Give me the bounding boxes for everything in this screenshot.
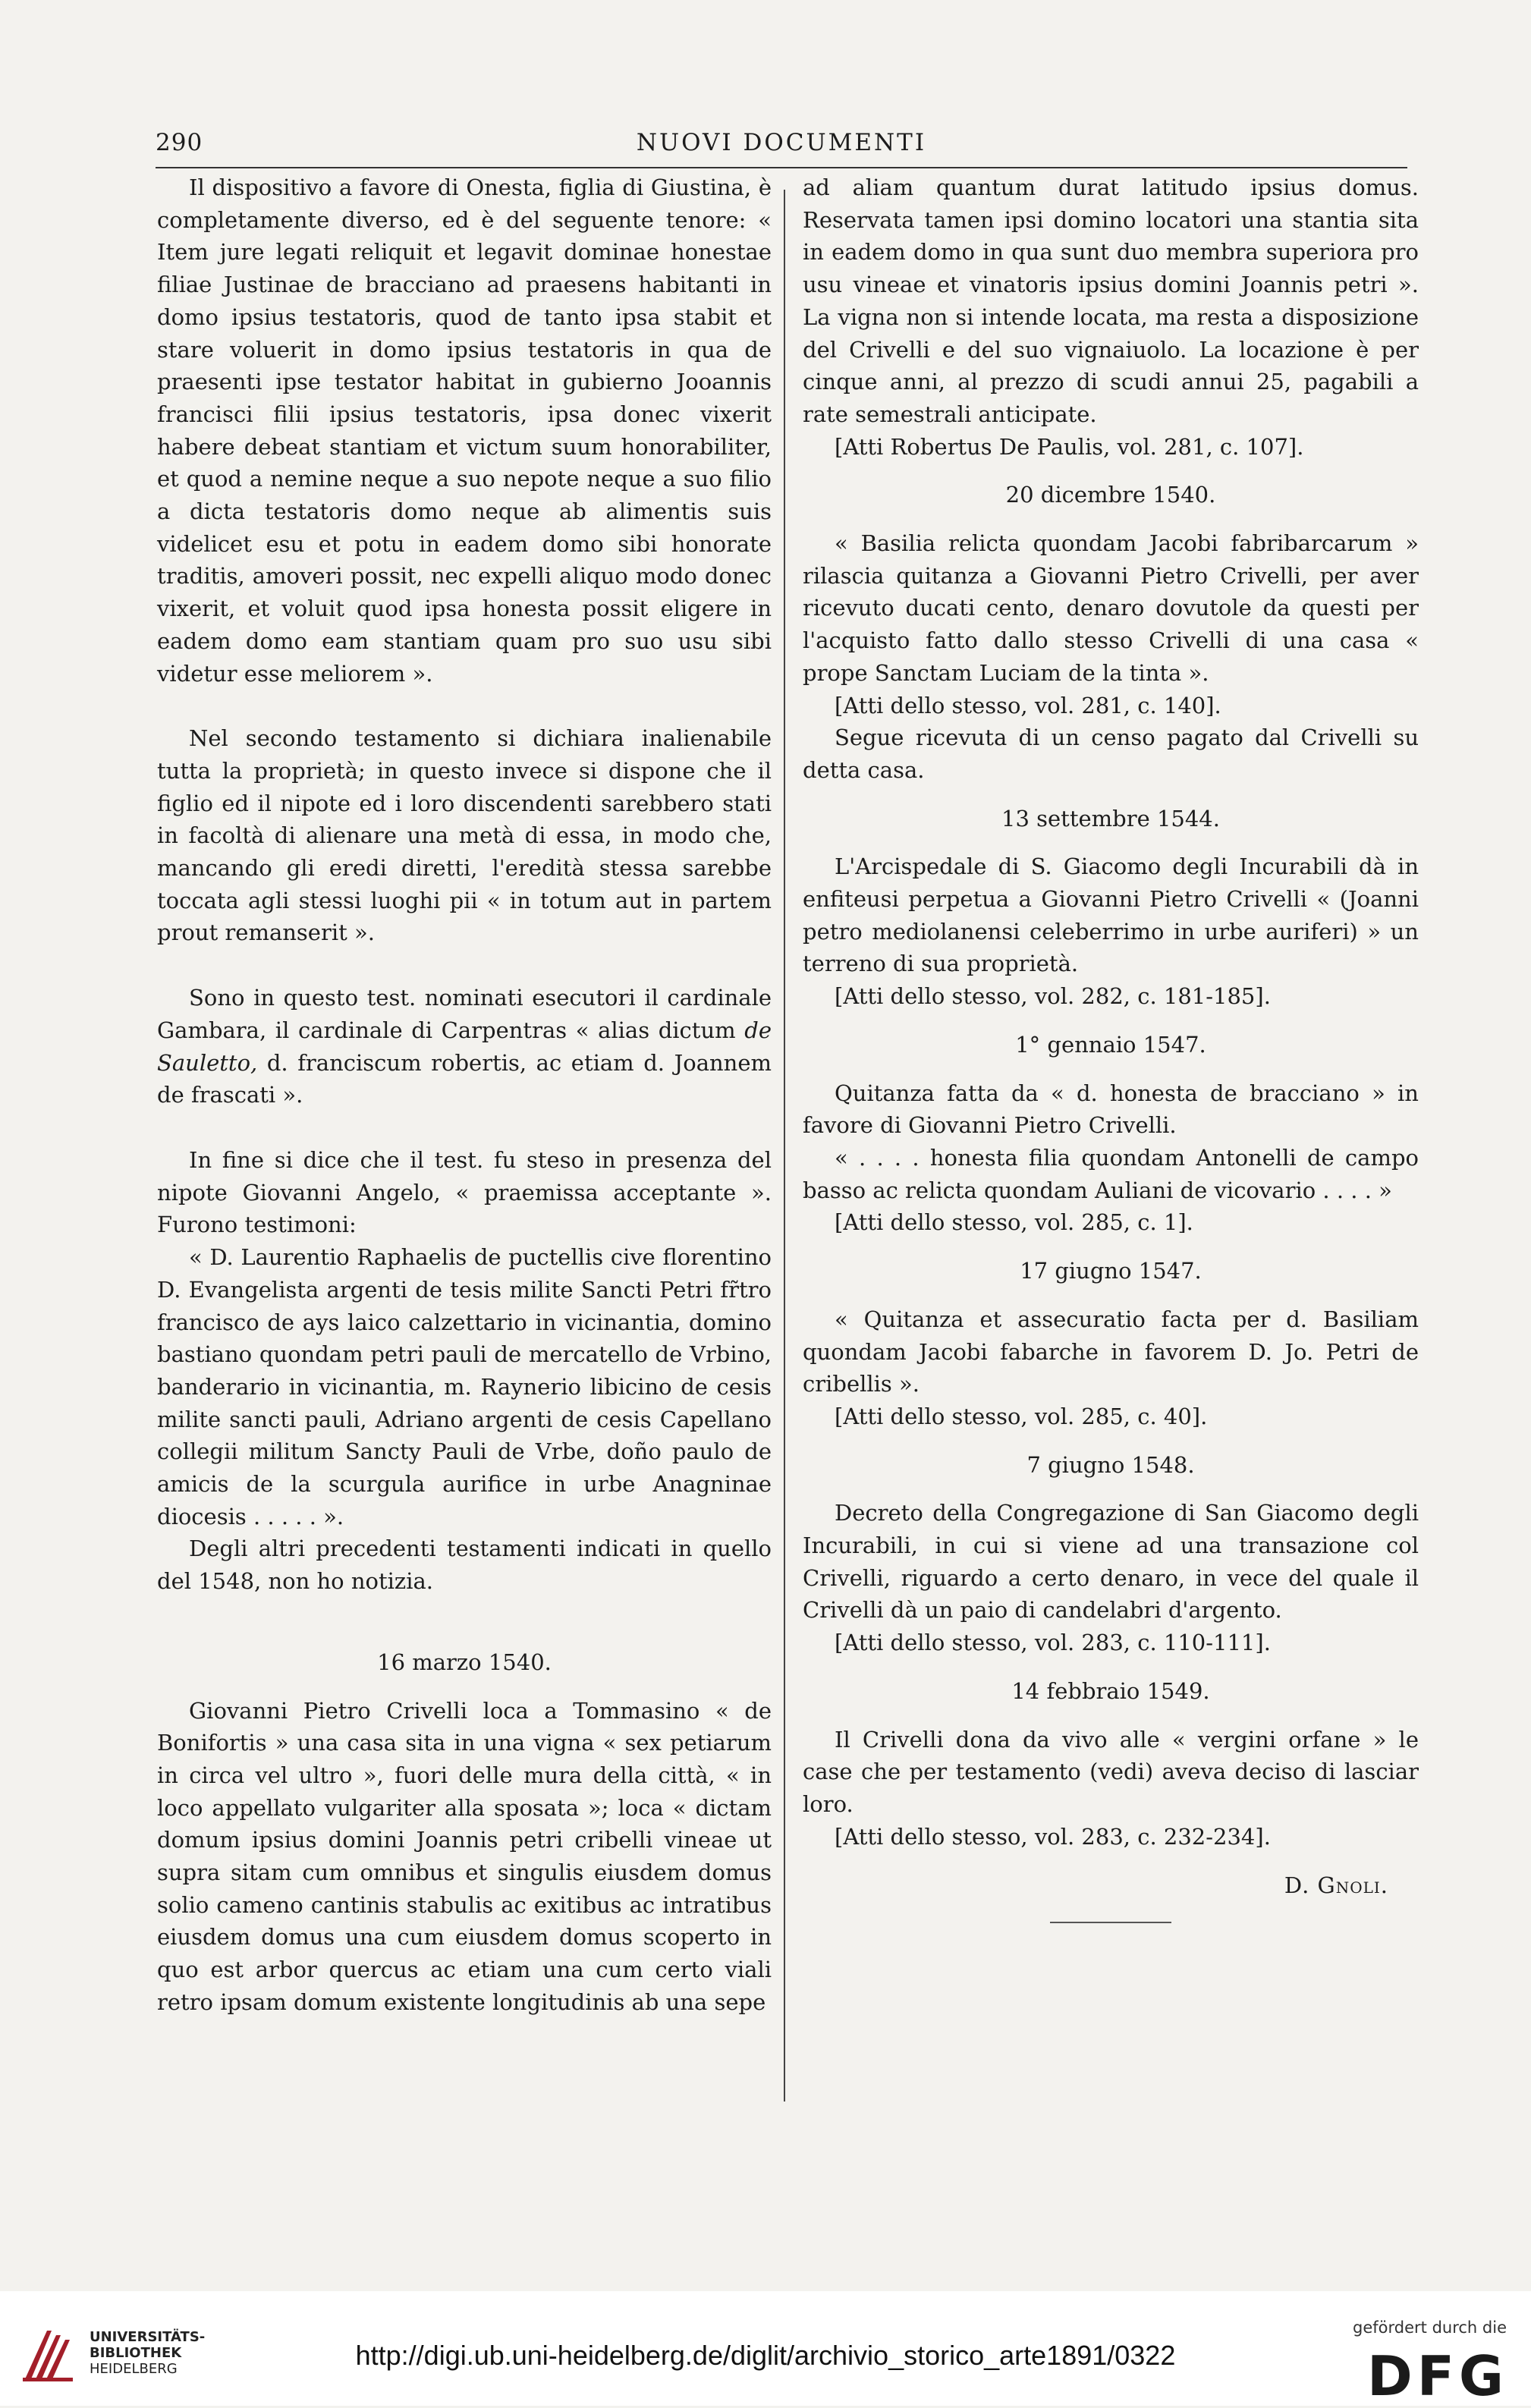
- author-signature: D. Gnoli.: [1284, 1872, 1388, 1899]
- archival-citation: [Atti dello stesso, vol. 283, c. 232-234].: [835, 1823, 1271, 1850]
- library-line-2: BIBLIOTHEK: [90, 2345, 182, 2361]
- paragraph: Il dispositivo a favore di Onesta, figlia di Giustina, è completamente diverso, ed è del seguente tenore: « Item jure legati reliquit et legavit dominae honestae filiae Justinae de bracciano ad praesens habitanti in domo ipsius testatoris, quod de tanto ipsa stabit et stare voluerit in domo ipsius testatoris in qua de praesenti ipse testator habitat in gubierno Jooannis francisci filii ipsius testatoris, ipsa donec vixerit habere debeat stantiam et victum suum honorabiliter, et quod a nemine neque a suo nepote neque a suo filio a dicta testatoris domo neque ab alimentis suis videlicet esu et potu in eadem domo sibi honorate traditis, amoveri possit, nec expelli aliquo modo donec vixerit, et voluit quod ipsa honesta possit eligere in eadem domo eam stantiam quam pro suo usu sibi videtur esse meliorem ».: [157, 174, 772, 687]
- paragraph: Nel secondo testamento si dichiara inalienabile tutta la proprietà; in questo invece si dispone che il figlio ed il nipote ed i loro discendenti sarebbero stati in facoltà di alienare una metà di essa, in modo che, mancando gli eredi diretti, l'eredità stessa sarebbe toccata agli stessi luoghi pii « in totum aut in partem prout remanserit ».: [157, 725, 772, 946]
- paragraph: Degli altri precedenti testamenti indicati in quello del 1548, non ho notizia.: [157, 1536, 772, 1595]
- paragraph: « . . . . honesta filia quondam Antonelli de campo basso ac relicta quondam Auliani de vicovario . . . . »: [803, 1144, 1419, 1203]
- entry-date: 7 giugno 1548.: [1026, 1451, 1195, 1478]
- closing-rule: [1050, 1922, 1171, 1923]
- archival-citation: [Atti dello stesso, vol. 282, c. 181-185].: [835, 983, 1271, 1010]
- paragraph: « Basilia relicta quondam Jacobi fabribarcarum » rilascia quitanza a Giovanni Pietro Crivelli, per aver ricevuto ducati cento, denaro dovutole da questi per l'acquisto fatto dallo stesso Crivelli di una casa « prope Sanctam Luciam de la tinta ».: [803, 530, 1419, 686]
- paragraph: Decreto della Congregazione di San Giacomo degli Incurabili, in cui si viene ad una transazione col Crivelli, riguardo a certo denaro, in vece del quale il Crivelli dà un paio di candelabri d'argento.: [803, 1500, 1419, 1624]
- left-column: [157, 171, 772, 2019]
- archival-citation: [Atti dello stesso, vol. 285, c. 40].: [835, 1403, 1208, 1429]
- viewer-footer: [0, 2291, 1531, 2406]
- paragraph: [157, 982, 772, 1111]
- right-column: [803, 171, 1419, 1923]
- permalink-url[interactable]: http://digi.ub.uni-heidelberg.de/diglit/archivio_storico_arte1891/0322: [355, 2340, 1176, 2371]
- paragraph: In fine si dice che il test. fu steso in presenza del nipote Giovanni Angelo, « praemissa acceptante ». Furono testimoni:: [157, 1146, 772, 1238]
- paragraph: Quitanza fatta da « d. honesta de bracciano » in favore di Giovanni Pietro Crivelli.: [803, 1080, 1419, 1139]
- paragraph: ad aliam quantum durat latitudo ipsius domus. Reservata tamen ipsi domino locatori una stantia sita in eadem domo in qua sunt duo membra superiora pro usu vineae et vinatoris ipsius domini Joannis petri ». La vigna non si intende locata, ma resta a disposizione del Crivelli e del suo vignaiuolo. La locazione è per cinque anni, al prezzo di scudi annui 25, pagabili a rate semestrali anticipate.: [803, 174, 1419, 427]
- entry-date: 1° gennaio 1547.: [1015, 1031, 1206, 1058]
- entry-date: 20 dicembre 1540.: [1005, 482, 1216, 508]
- archival-citation: [Atti Robertus De Paulis, vol. 281, c. 107].: [835, 433, 1304, 460]
- entry-date: 16 marzo 1540.: [377, 1649, 552, 1675]
- paragraph: Segue ricevuta di un censo pagato dal Crivelli su detta casa.: [803, 725, 1419, 783]
- entry-date: 17 giugno 1547.: [1020, 1258, 1202, 1284]
- paragraph: Il Crivelli dona da vivo alle « vergini orfane » le case che per testamento (vedi) aveva deciso di lasciar loro.: [803, 1726, 1419, 1817]
- library-line-1: UNIVERSITÄTS-: [90, 2329, 206, 2345]
- column-divider: [784, 190, 785, 2101]
- dfg-logo[interactable]: DFG: [1366, 2344, 1508, 2408]
- paragraph-text: Sono in questo test. nominati esecutori il cardinale Gambara, il cardinale di Carpentras « alias dictum: [157, 985, 772, 1043]
- page-number: 290: [156, 129, 203, 156]
- paragraph: « D. Laurentio Raphaelis de puctellis cive florentino D. Evangelista argenti de tesis milite Sancti Petri fr̃tro francisco de ays laico calzettario in vicinantia, domino bastiano quondam petri pauli de mercatello de Vrbino, banderario in vicinantia, m. Raynerio libicino de cesis milite sancti pauli, Adriano argenti de cesis Capellano collegii militum Sancty Pauli de Vrbe, doño paulo de amicis de la scurgula aurifice in urbe Anagninae diocesis . . . . . ».: [157, 1244, 772, 1529]
- entry-date: 13 settembre 1544.: [1001, 805, 1220, 831]
- paragraph: « Quitanza et assecuratio facta per d. Basiliam quondam Jacobi fabarche in favorem D. Jo. Petri de cribellis ».: [803, 1306, 1419, 1397]
- archival-citation: [Atti dello stesso, vol. 283, c. 110-111].: [835, 1630, 1271, 1656]
- archival-citation: [Atti dello stesso, vol. 285, c. 1].: [835, 1209, 1193, 1236]
- entry-date: 14 febbraio 1549.: [1011, 1677, 1210, 1704]
- paragraph: L'Arcispedale di S. Giacomo degli Incurabili dà in enfiteusi perpetua a Giovanni Pietro Crivelli « (Joanni petro mediolanensi celeberrimo in urbe auriferi) » un terreno di sua proprietà.: [803, 853, 1419, 977]
- paragraph-text: d. franciscum robertis, ac etiam d. Joannem de frascati ».: [157, 1049, 772, 1108]
- archival-citation: [Atti dello stesso, vol. 281, c. 140].: [835, 692, 1221, 718]
- funder-note: gefördert durch die: [1353, 2318, 1507, 2337]
- italic-text: de Sauletto,: [157, 1017, 772, 1076]
- running-title: NUOVI DOCUMENTI: [636, 129, 927, 156]
- library-line-3: HEIDELBERG: [90, 2361, 178, 2377]
- page-header: [156, 129, 1407, 168]
- paragraph: Giovanni Pietro Crivelli loca a Tommasino « de Bonifortis » una casa sita in una vigna « sex petiarum in circa vel ultro », fuori delle mura della città, « in loco appellato vulgariter alla sposata »; loca « dictam domum ipsius domini Joannis petri cribelli vineae ut supra sitam cum omnibus et singulis eiusdem domus solio cameno cantinis stabulis ac exitibus ac intratibus eiusdem domus una cum eiusdem domus scoperto in quo est arbor quercus ac etiam una cum certo viali retro ipsam domum existente longitudinis ab una sepe: [157, 1697, 772, 2015]
